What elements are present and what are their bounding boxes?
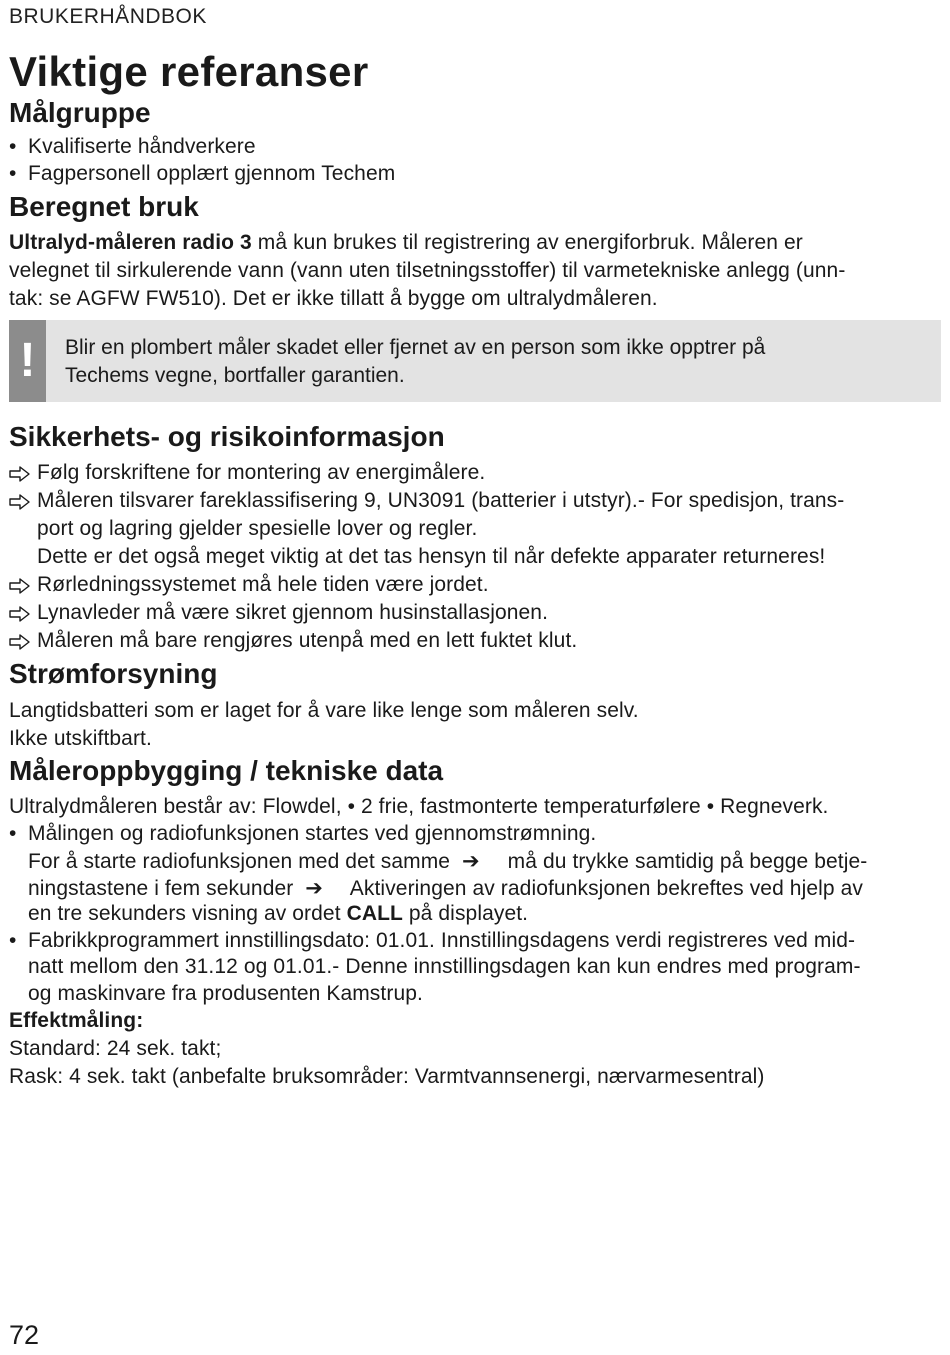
list-item: Målingen og radiofunksjonen startes ved gjennomstrømning.: [28, 822, 597, 845]
section-heading-safety: Sikkerhets- og risikoinformasjon: [9, 421, 445, 452]
list-item-continuation: [28, 902, 528, 926]
power-measurement-line-1: Standard: 24 sek. takt;: [9, 1037, 222, 1060]
intended-use-line-1: [9, 231, 803, 255]
list-item: Måleren tilsvarer fareklassifisering 9, UN3091 (batterier i utstyr).- For spedisjon, trans-: [37, 489, 845, 512]
power-measurement-heading: [9, 1009, 143, 1033]
list-item-continuation: Dette er det også meget viktig at det tas hensyn til når defekte apparater returneres!: [37, 545, 826, 568]
section-heading-intended-use: Beregnet bruk: [9, 191, 199, 222]
intended-use-line-3: tak: se AGFW FW510). Det er ikke tillatt å bygge om ultralydmåleren.: [9, 287, 658, 310]
page-number: 72: [9, 1320, 40, 1350]
hollow-arrow-icon: [9, 634, 31, 650]
hollow-arrow-icon: [9, 494, 31, 510]
list-item: Følg forskriftene for montering av energimålere.: [37, 461, 486, 484]
list-item: Lynavleder må være sikret gjennom husinstallasjonen.: [37, 601, 549, 624]
product-name: Ultralyd-måleren radio 3: [9, 231, 252, 254]
list-item-continuation: [28, 849, 867, 874]
text-span: ningstastene i fem sekunder: [28, 877, 294, 900]
hollow-arrow-icon: [9, 466, 31, 482]
exclamation-icon: !: [9, 320, 46, 402]
list-item-continuation: natt mellom den 31.12 og 01.01.- Denne innstillingsdagen kan kun endres med program-: [28, 955, 861, 978]
warranty-notice-box: [9, 320, 941, 402]
text-span: For å starte radiofunksjonen med det samme: [28, 850, 451, 873]
notice-line-2: Techems vegne, bortfaller garantien.: [65, 364, 405, 387]
list-item-continuation: og maskinvare fra produsenten Kamstrup.: [28, 982, 423, 1005]
text-span: må du trykke samtidig på begge betje-: [507, 850, 868, 873]
list-item: Kvalifiserte håndverkere: [28, 135, 256, 158]
list-item: Rørledningssystemet må hele tiden være jordet.: [37, 573, 489, 596]
section-heading-power: Strømforsyning: [9, 658, 218, 689]
text-span: Aktiveringen av radiofunksjonen bekreftes ved hjelp av: [349, 877, 863, 900]
power-line-2: Ikke utskiftbart.: [9, 727, 152, 750]
arrow-right-icon: ➔: [462, 850, 480, 873]
text-span: må kun brukes til registrering av energiforbruk. Måleren er: [251, 231, 803, 254]
call-keyword: CALL: [346, 902, 403, 925]
arrow-right-icon: ➔: [305, 877, 323, 900]
power-measurement-line-2: Rask: 4 sek. takt (anbefalte bruksområder: Varmtvannsenergi, nærvarmesentral): [9, 1065, 765, 1088]
bold-label: Effektmåling:: [9, 1009, 144, 1032]
running-header: BRUKERHÅNDBOK: [9, 5, 207, 28]
list-item: Måleren må bare rengjøres utenpå med en lett fuktet klut.: [37, 629, 578, 652]
text-span: en tre sekunders visning av ordet: [28, 902, 347, 925]
bullet-dot: •: [9, 135, 17, 158]
construction-intro: Ultralydmåleren består av: Flowdel, • 2 frie, fastmonterte temperaturfølere • Regneverk.: [9, 795, 829, 818]
text-span: på displayet.: [402, 902, 529, 925]
power-line-1: Langtidsbatteri som er laget for å vare like lenge som måleren selv.: [9, 699, 639, 722]
hollow-arrow-icon: [9, 606, 31, 622]
section-heading-construction: Måleroppbygging / tekniske data: [9, 755, 444, 786]
list-item-continuation: port og lagring gjelder spesielle lover og regler.: [37, 517, 478, 540]
bullet-dot: •: [9, 822, 17, 845]
hollow-arrow-icon: [9, 578, 31, 594]
bullet-dot: •: [9, 929, 17, 952]
page-title: Viktige referanser: [9, 48, 369, 95]
list-item-continuation: [28, 876, 863, 901]
notice-line-1: Blir en plombert måler skadet eller fjernet av en person som ikke opptrer på: [65, 336, 766, 359]
intended-use-line-2: velegnet til sirkulerende vann (vann uten tilsetningsstoffer) til varmetekniske anlegg (unn-: [9, 259, 846, 282]
list-item: Fabrikkprogrammert innstillingsdato: 01.01. Innstillingsdagens verdi registreres ved mid-: [28, 929, 856, 952]
list-item: Fagpersonell opplært gjennom Techem: [28, 162, 396, 185]
bullet-dot: •: [9, 162, 17, 185]
section-heading-target-group: Målgruppe: [9, 97, 151, 128]
